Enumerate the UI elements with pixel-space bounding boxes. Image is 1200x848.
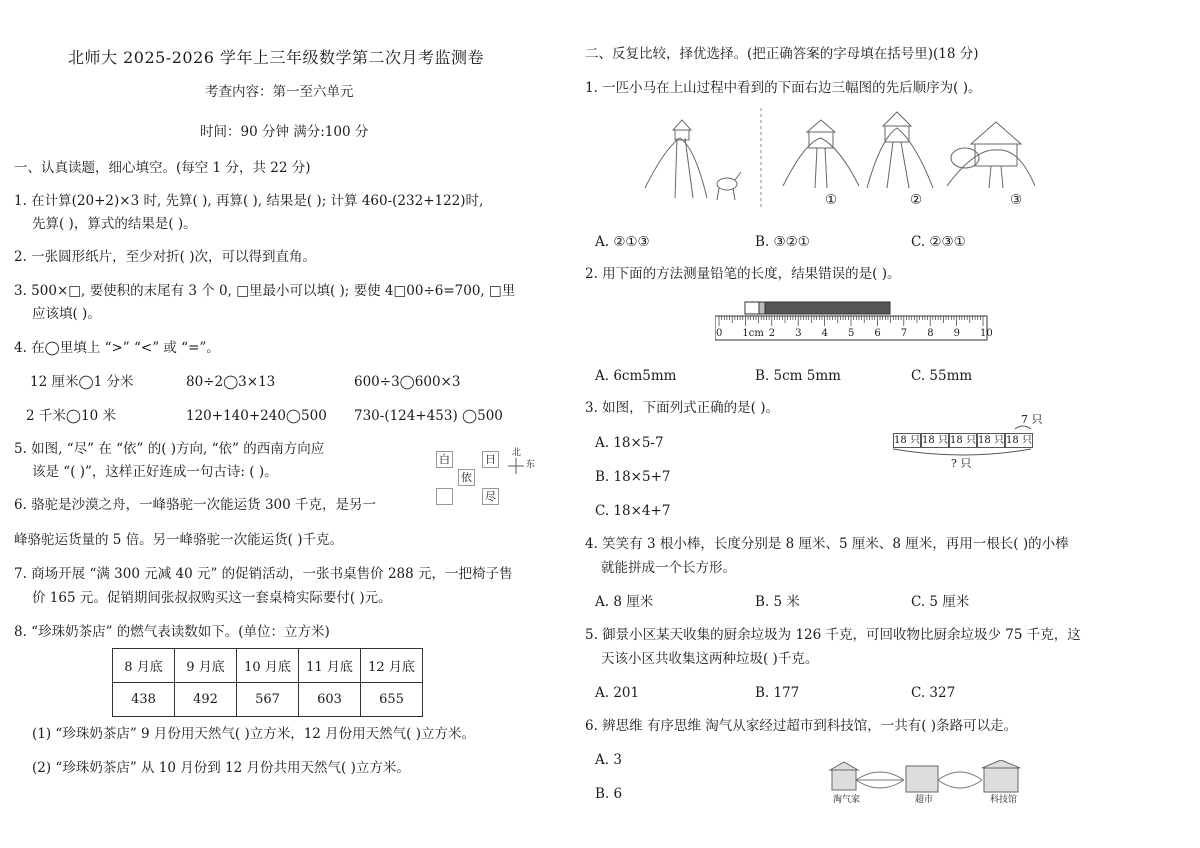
s2-q4-line2: 就能拼成一个长方形。 — [601, 560, 736, 576]
q7-line2: 价 165 元。促销期间张叔叔购买这一套桌椅实际要付( )元。 — [32, 590, 392, 606]
q1-line2: 先算( )，算式的结果是( )。 — [32, 216, 197, 232]
ruler-label: 6 — [874, 328, 881, 339]
q4-r2c2: 120+140+240◯500 — [186, 408, 327, 424]
table-header-cell: 8 月底 — [113, 649, 175, 683]
table-cell: 492 — [175, 683, 237, 717]
gas-meter-table — [112, 648, 423, 717]
bar-segment: 18 只 — [978, 435, 1004, 446]
s2-q6-option-a: A. 3 — [595, 752, 622, 768]
compass-icon — [508, 458, 528, 478]
s2-q1-option-c: C. ②③① — [911, 234, 966, 250]
q3-line2: 应该填( )。 — [32, 306, 101, 322]
s2-q5-option-a: A. 201 — [595, 685, 640, 701]
q5-line1: 5. 如图, “尽” 在 “依” 的( )方向, “依” 的西南方向应 — [14, 441, 325, 457]
table-cell: 567 — [237, 683, 299, 717]
figure-label-2: ② — [910, 192, 923, 208]
table-header-cell: 9 月底 — [175, 649, 237, 683]
s2-q4-option-a: A. 8 厘米 — [595, 594, 654, 610]
q4-r1c3: 600÷3◯600×3 — [354, 374, 461, 390]
s2-q4-option-c: C. 5 厘米 — [911, 594, 970, 610]
s2-q5-line1: 5. 御景小区某天收集的厨余垃圾为 126 千克，可回收物比厨余垃圾少 75 千克，这 — [585, 627, 1081, 643]
pencil — [745, 302, 890, 314]
science-museum-building-icon — [982, 760, 1020, 792]
bar-segment: 18 只 — [922, 435, 948, 446]
grid-empty-box — [436, 488, 453, 505]
supermarket-building-icon — [906, 766, 938, 792]
q2: 2. 一张圆形纸片，至少对折( )次，可以得到直角。 — [14, 249, 316, 265]
table-header-cell: 10 月底 — [237, 649, 299, 683]
page-title: 北师大 2025-2026 学年上三年级数学第二次月考监测卷 — [68, 48, 485, 67]
s2-q4-line1: 4. 笑笑有 3 根小棒，长度分别是 8 厘米、5 厘米、8 厘米，再用一根长( )的小棒 — [585, 536, 1069, 552]
table-row — [113, 683, 423, 717]
s2-q5-option-c: C. 327 — [911, 685, 956, 701]
ruler-label: 3 — [795, 328, 802, 339]
figure-label-1: ① — [825, 192, 838, 208]
ruler-label: 0 — [716, 328, 723, 339]
s2-q6-option-b: B. 6 — [595, 786, 623, 802]
s2-q2: 2. 用下面的方法测量铅笔的长度，结果错误的是( )。 — [585, 266, 901, 282]
q1-line1: 1. 在计算(20+2)×3 时, 先算( ), 再算( ), 结果是( ); 计算 460-(232+122)时, — [14, 193, 484, 209]
table-cell: 603 — [299, 683, 361, 717]
total-label: ? 只 — [951, 457, 972, 470]
table-header-cell: 12 月底 — [361, 649, 423, 683]
q5-line2: 该是 “( )”，这样正好连成一句古诗: ( )。 — [32, 464, 278, 480]
ruler-label: 2 — [768, 328, 776, 339]
pavilion-view-3 — [947, 122, 1035, 188]
s2-q1: 1. 一匹小马在上山过程中看到的下面右边三幅图的先后顺序为( )。 — [585, 80, 982, 96]
q4-r1c1: 12 厘米◯1 分米 — [30, 374, 134, 390]
home-building-icon — [830, 762, 858, 790]
table-header-row — [113, 649, 423, 683]
q8-sub1: (1) “珍珠奶茶店” 9 月份用天然气( )立方米，12 月份用天然气( )立方米。 — [32, 726, 476, 742]
route-figure — [828, 760, 1038, 800]
q7-line1: 7. 商场开展 “满 300 元减 40 元” 的促销活动，一张书桌售价 288 元，一把椅子售 — [14, 566, 513, 582]
exam-scope: 考查内容：第一至六单元 — [205, 84, 354, 100]
ruler-label: 5 — [848, 328, 855, 339]
q4-r1c2: 80÷2◯3×13 — [186, 374, 276, 390]
q6-line1: 6. 骆驼是沙漠之舟，一峰骆驼一次能运货 300 千克，是另一 — [14, 497, 377, 513]
ruler-label: 9 — [953, 328, 960, 339]
grid-char-ri: 日 — [482, 451, 499, 468]
s2-q1-option-b: B. ③②① — [755, 234, 810, 250]
q6-line2: 峰骆驼运货量的 5 倍。另一峰骆驼一次能运货( )千克。 — [14, 532, 343, 548]
ruler-label: 7 — [900, 328, 908, 339]
q5-character-grid — [430, 446, 560, 508]
s2-q3: 3. 如图，下面列式正确的是( )。 — [585, 400, 779, 416]
s2-q5-option-b: B. 177 — [755, 685, 800, 701]
ruler-label: 10 — [980, 328, 993, 339]
q8: 8. “珍珠奶茶店” 的燃气表读数如下。(单位：立方米) — [14, 624, 330, 640]
table-cell: 438 — [113, 683, 175, 717]
pavilion-view-1 — [783, 120, 859, 188]
section-1-heading: 一、认真读题，细心填空。(每空 1 分，共 22 分) — [14, 160, 311, 176]
exam-time: 时间：90 分钟 满分:100 分 — [200, 124, 369, 140]
section-2-heading: 二、反复比较，择优选择。(把正确答案的字母填在括号里)(18 分) — [585, 46, 979, 62]
bar-braces — [893, 421, 1053, 461]
grid-char-yi: 依 — [458, 469, 475, 486]
s2-q3-option-c: C. 18×4+7 — [595, 503, 671, 519]
pavilion-view-2 — [867, 112, 933, 188]
extra-label: 7 只 — [1021, 413, 1043, 426]
ruler-label: 4 — [821, 328, 828, 339]
table-header-cell: 11 月底 — [299, 649, 361, 683]
s2-q3-option-a: A. 18×5-7 — [595, 435, 664, 451]
place-label-home: 淘气家 — [833, 795, 861, 805]
s2-q6: 6. 辨思维 有序思维 淘气从家经过超市到科技馆，一共有( )条路可以走。 — [585, 718, 1018, 734]
s2-q4-option-b: B. 5 米 — [755, 594, 800, 610]
figure-label-3: ③ — [1010, 192, 1023, 208]
bar-segment: 18 只 — [1006, 435, 1032, 446]
grid-char-bai: 白 — [436, 451, 453, 468]
grid-char-jin: 尽 — [482, 488, 499, 505]
s2-q3-option-b: B. 18×5+7 — [595, 469, 671, 485]
q4: 4. 在◯里填上 “>” “<” 或 “=”。 — [14, 340, 220, 356]
q4-r2c1: 2 千米◯10 米 — [26, 408, 116, 424]
compass-north-label: 北 — [512, 448, 522, 458]
bar-segment: 18 只 — [950, 435, 976, 446]
ruler-labels — [715, 328, 993, 342]
bar-segment: 18 只 — [894, 435, 920, 446]
compass-east-label: 东 — [526, 460, 536, 470]
ruler-label: 8 — [927, 328, 934, 339]
pony-climbing-illustration — [645, 120, 741, 200]
q8-sub2: (2) “珍珠奶茶店” 从 10 月份到 12 月份共用天然气( )立方米。 — [32, 760, 410, 776]
q4-r2c3: 730-(124+453) ◯500 — [354, 408, 503, 424]
q3-bar-model — [893, 413, 1053, 473]
s2-q2-option-c: C. 55mm — [911, 368, 973, 384]
q3-line1: 3. 500×□, 要使积的末尾有 3 个 0, □里最小可以填( ); 要使 4□00÷6=700, □里 — [14, 283, 516, 299]
s2-q5-line2: 天该小区共收集这两种垃圾( )千克。 — [601, 651, 819, 667]
ruler-label: 1cm — [742, 328, 764, 339]
table-cell: 655 — [361, 683, 423, 717]
s2-q1-option-a: A. ②①③ — [595, 234, 650, 250]
s2-q2-option-b: B. 5cm 5mm — [755, 368, 841, 384]
place-label-museum: 科技馆 — [990, 795, 1018, 805]
s2-q2-option-a: A. 6cm5mm — [595, 368, 677, 384]
place-label-supermarket: 超市 — [915, 795, 934, 805]
